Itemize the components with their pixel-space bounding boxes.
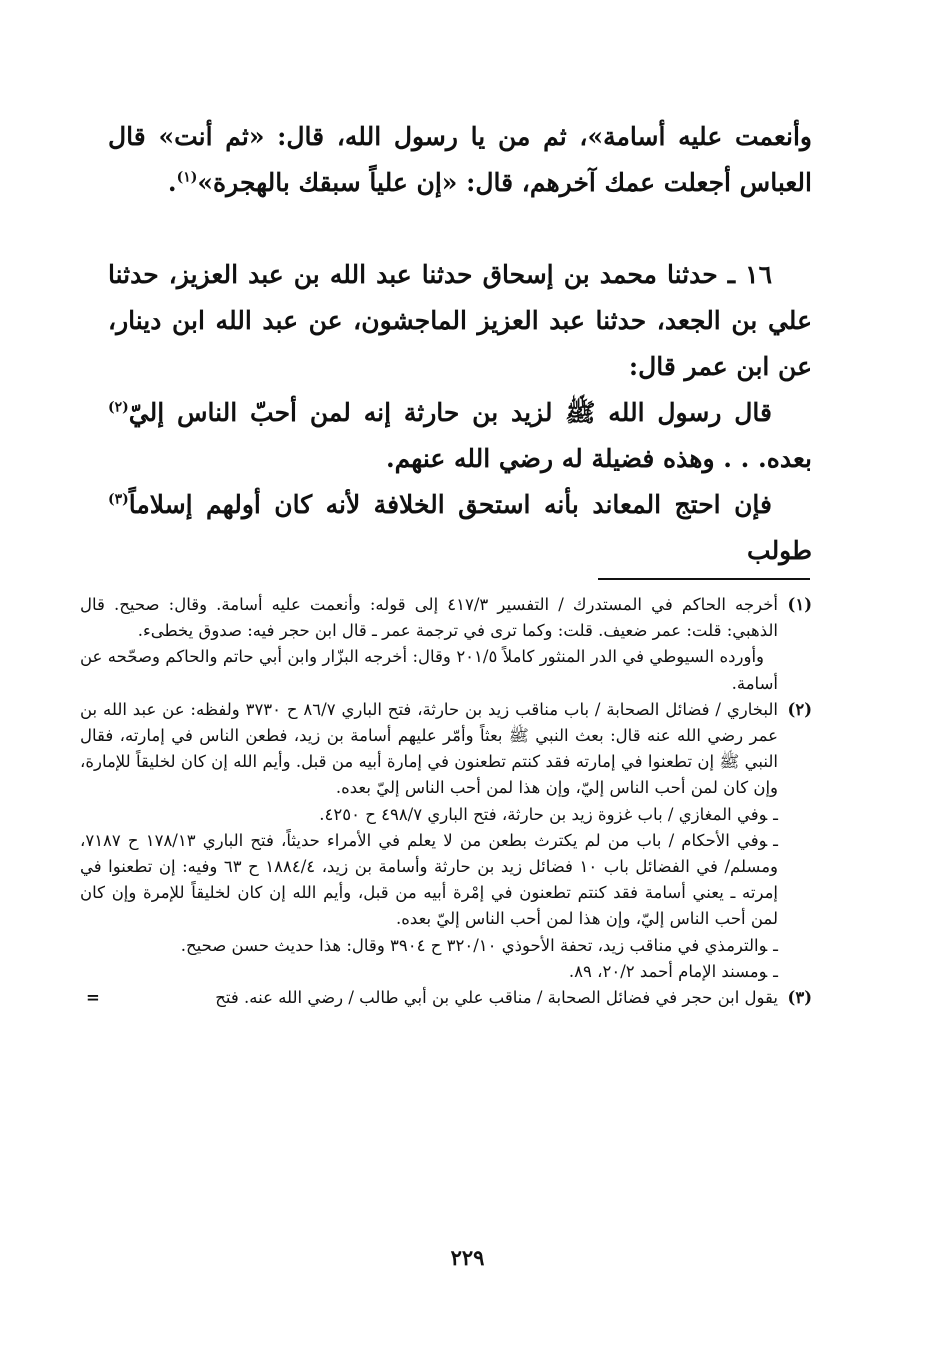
footnote-1-text: أخرجه الحاكم في المستدرك / التفسير ٤١٧/٣ إلى قوله: وأنعمت عليه أسامة. وقال: صحيح. قال الذهبي: قلت: عمر ضعيف. قلت: وكما ترى في ترجمة عمر ـ قال ابن حجر فيه: صدوق يخطىء. (80, 595, 778, 641)
footnote-2-item (80, 933, 812, 959)
footnote-separator (598, 578, 810, 580)
paragraph-4 (108, 482, 812, 574)
footnote-2-item (80, 959, 812, 985)
footnote-2-text: البخاري / فضائل الصحابة / باب مناقب زيد بن حارثة، فتح الباري ٨٦/٧ ح ٣٧٣٠ ولفظه: عن عبد الله بن عمر رضي الله عنه قال: بعث النبي ﷺ بعثاً وأمّر عليهم أسامة بن زيد، فطعن الناس في إمارته، فقال النبي ﷺ إن تطعنوا في إمارته فقد كنتم تطعنون في إمارة أبيه من قبل. وأيم الله إن كان لخليقاً للإمارة، وإن كان لمن أحب الناس إليّ، وإن هذا لمن أحب الناس إليّ بعده. (80, 699, 779, 798)
dash-mark: ـ (773, 804, 778, 824)
paragraph-3-after: بعده. . . وهذه فضيلة له رضي الله عنهم. (385, 444, 812, 473)
footnote-3 (80, 985, 812, 1011)
footnote-ref-1[interactable]: (١) (176, 169, 198, 186)
footnote-2-item (80, 802, 812, 828)
footnotes (80, 592, 812, 1011)
paragraph-2-text: ١٦ ـ حدثنا محمد بن إسحاق حدثنا عبد الله بن عبد العزيز، حدثنا علي بن الجعد، حدثنا عبد العزيز الماجشون، عن عبد الله ابن دينار، عن ابن عمر قال: (108, 260, 812, 381)
footnote-1 (80, 592, 812, 644)
page-number: ٢٢٩ (450, 1245, 485, 1270)
paragraph-2 (108, 252, 812, 390)
footnote-2-item-text: ومسند الإمام أحمد ٢٠/٢، ٨٩. (568, 961, 768, 981)
paragraph-1 (108, 114, 812, 206)
footnote-ref-2[interactable]: (٢) (108, 399, 129, 416)
paragraph-4-after: طولب (747, 536, 812, 565)
dash-mark: ـ (773, 830, 779, 850)
footnote-2-item-text: وفي المغازي / باب غزوة زيد بن حارثة، فتح الباري ٤٩٨/٧ ح ٤٢٥٠. (319, 804, 768, 824)
footnote-2-item (80, 828, 812, 933)
footnote-3-text: يقول ابن حجر في فضائل الصحابة / مناقب علي بن أبي طالب / رضي الله عنه. فتح (215, 988, 778, 1008)
dash-mark: ـ (773, 961, 778, 981)
footnote-2 (80, 697, 812, 802)
footnote-2-number: (٢) (787, 699, 812, 719)
dash-mark: ـ (773, 935, 778, 955)
continuation-mark: = (86, 988, 100, 1008)
paragraph-4-before: فإن احتج المعاند بأنه استحق الخلافة لأنه كان أولهم إسلاماً (128, 490, 772, 519)
paragraph-1-text: وأنعمت عليه أسامة»، ثم من يا رسول الله، قال: «ثم أنت» قال العباس أجعلت عمك آخرهم، قال: «إن علياً سبقك بالهجرة» (108, 122, 812, 197)
paragraph-3 (108, 390, 812, 482)
footnote-2-item-text: وفي الأحكام / باب من لم يكترث بطعن من لا يعلم في الأمراء حديثاً، فتح الباري ١٧٨/١٣ ح ٧١٨٧، ومسلم/ في الفضائل باب ١٠ فضائل زيد بن حارثة وأسامة بن زيد، ١٨٨٤/٤ ح ٦٣ وفيه: إن تطعنوا في إمرته ـ يعني أسامة فقد كنتم تطعنون في إمْرة أبيه من قبل، وأيم الله إن كان لخليقاً للإمرة وإن كان لمن أحب الناس إليّ، وإن هذا لمن أحب الناس إليّ بعده. (80, 830, 778, 929)
paragraph-3-before: قال رسول الله ﷺ لزيد بن حارثة إنه لمن أحبّ الناس إليّ (128, 398, 772, 427)
footnote-ref-3[interactable]: (٣) (108, 491, 129, 508)
footnote-1-number: (١) (787, 595, 812, 614)
footnote-3-number: (٣) (787, 988, 812, 1008)
footnote-1-text-2: وأورده السيوطي في الدر المنثور كاملاً ٢٠١/٥ وقال: أخرجه البزّار وابن أبي حاتم والحاكم وصحّحه عن أسامة. (80, 647, 778, 693)
footnote-2-item-text: والترمذي في مناقب زيد، تحفة الأحوذي ٣٢٠/١٠ ح ٣٩٠٤ وقال: هذا حديث حسن صحيح. (180, 935, 768, 955)
paragraph-1-end: . (167, 168, 177, 197)
